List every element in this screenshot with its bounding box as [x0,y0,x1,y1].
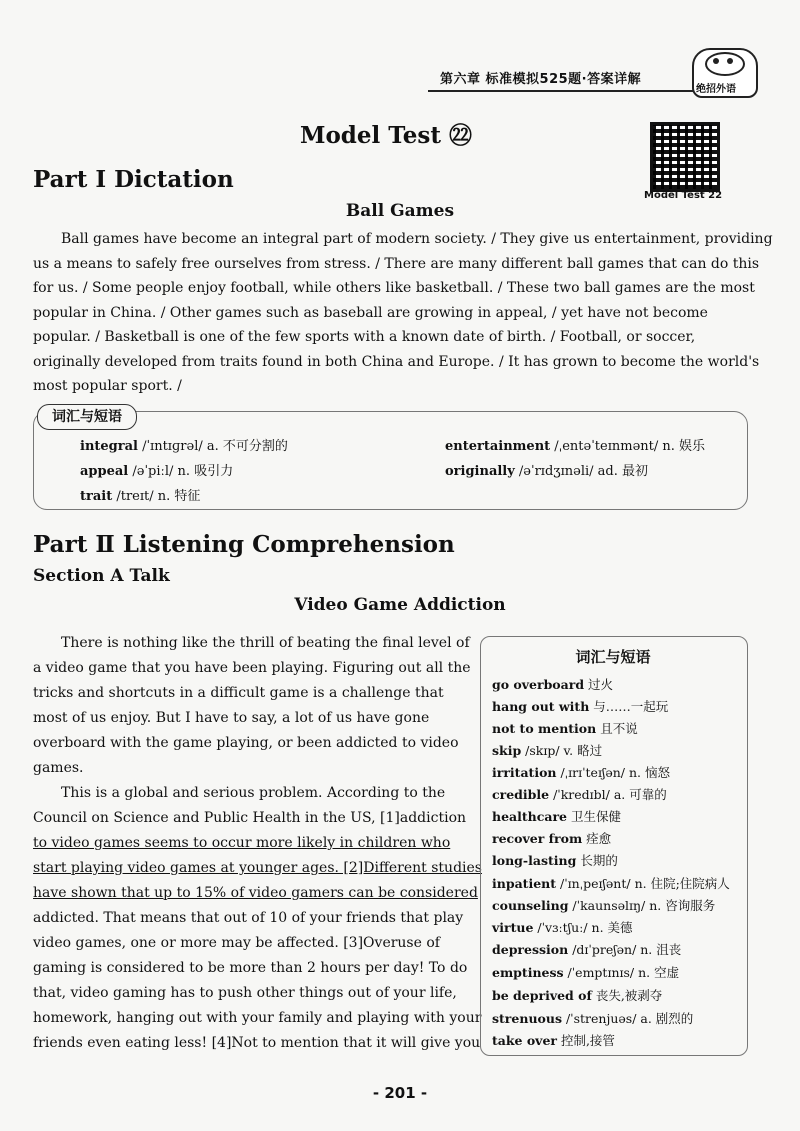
talk-line: video games, one or more may be affected. [3]Overuse of [33,935,440,951]
page-number: - 201 - [372,1084,428,1102]
side-vocab-item [492,829,611,847]
test-title: Model Test ㉒ [300,122,472,149]
passage-line: us a means to safely free ourselves from stress. / There are many different ball games that can do this [33,255,760,272]
side-vocab-item [492,940,681,958]
side-vocab-item [492,874,730,892]
side-vocab-item [492,763,670,781]
vocab-word: be deprived of [492,988,592,1003]
vocab-def: 且不说 [596,721,638,736]
side-vocab-item [492,1031,615,1049]
vocab-def: 长期的 [576,853,618,868]
vocab-def: 与……一起玩 [589,699,669,714]
vocab-word: entertainment [445,439,551,454]
talk-line: tricks and shortcuts in a difficult game is a challenge that [33,685,444,701]
qr-caption: Model Test 22 [644,190,723,201]
talk-passage [33,631,482,1056]
passage-line: originally developed from traits found in both China and Europe. / It has grown to become the world's [33,353,760,370]
vocab-def: 卫生保健 [567,809,621,824]
talk-line: homework, hanging out with your family and playing with your [33,1010,482,1026]
vocab-word: strenuous [492,1011,562,1026]
qr-code[interactable] [650,122,720,192]
frog-face-icon [705,52,745,76]
side-vocab-item [492,963,679,981]
talk-line: games. [33,760,84,776]
side-vocab-item [492,986,662,1004]
frog-eye-icon [713,58,719,64]
side-vocab-item [492,741,602,759]
vocab-word: take over [492,1033,557,1048]
vocab-item [445,435,705,454]
part2-title: Part Ⅱ Listening Comprehension [33,531,455,558]
vocab-word: go overboard [492,677,585,692]
side-vocab-item [492,918,633,936]
vocab-word: not to mention [492,721,597,736]
passage-line: popular in China. / Other games such as baseball are growing in appeal, / yet have not become [33,304,708,321]
frog-eye-icon [727,58,733,64]
side-vocab-item [492,851,618,869]
talk-line-underlined: have shown that up to 15% of video gamers can be considered [33,885,478,901]
vocab-item [445,460,648,479]
talk-line: friends even eating less! [4]Not to mention that it will give you [33,1035,481,1051]
vocab-def: /ˈɪntɪɡrəl/ a. 不可分割的 [137,439,288,454]
chapter-header: 第六章 标准模拟525题·答案详解 [440,72,642,87]
vocab-word: appeal [80,464,129,479]
talk-line: overboard with the game playing, or been addicted to video [33,735,459,751]
vocab-word: irritation [492,765,557,780]
vocab-word: virtue [492,920,534,935]
vocab-word: healthcare [492,809,567,824]
talk-line: that, video gaming has to push other things out of your life, [33,985,457,1001]
side-vocab-item [492,675,613,693]
vocab-word: long-lasting [492,853,577,868]
side-vocab-item [492,697,668,715]
vocab-word: skip [492,743,522,758]
talk-line: gaming is considered to be more than 2 hours per day! To do [33,960,468,976]
vocab-def: /ˌentəˈteɪnmənt/ n. 娱乐 [550,439,706,454]
vocab-word: counseling [492,898,569,913]
vocab-def: /ˈkredɪbl/ a. 可靠的 [549,787,667,802]
vocab-def: /ˈkaunsəlɪŋ/ n. 咨询服务 [568,898,716,913]
logo-text: 绝招外语 [696,84,736,95]
talk-line: most of us enjoy. But I have to say, a lot of us have gone [33,710,430,726]
vocab-def: /ˈɪnˌpeɪʃənt/ n. 住院;住院病人 [556,876,730,891]
vocab-word: credible [492,787,550,802]
vocab-word: hang out with [492,699,590,714]
vocab-def: /ˌɪrɪˈteɪʃən/ n. 恼怒 [556,765,670,780]
vocab-tag: 词汇与短语 [37,404,137,430]
vocab-word: originally [445,464,515,479]
vocab-def: 痊愈 [582,831,612,846]
ball-games-title: Ball Games [345,201,455,221]
passage-line: Ball games have become an integral part of modern society. / They give us entertainment, providing [61,231,773,247]
passage-line: most popular sport. / [33,378,182,394]
vocab-def: 过火 [584,677,614,692]
vocab-def: /ˈvɜːtʃuː/ n. 美德 [533,920,633,935]
passage-line: for us. / Some people enjoy football, while others like basketball. / These two ball games are the most [33,280,755,296]
vocab-def: /əˈpiːl/ n. 吸引力 [128,464,234,479]
video-game-title: Video Game Addiction [294,595,506,615]
vocab-def: /skɪp/ v. 略过 [521,743,603,758]
talk-line: a video game that you have been playing. Figuring out all the [33,660,471,676]
talk-line: Council on Science and Public Health in the US, [1]addiction [33,810,467,826]
vocab-word: recover from [492,831,583,846]
vocab-def: 控制,接管 [556,1033,615,1048]
vocab-word: integral [80,439,138,454]
vocab-def: /ˈemptɪnɪs/ n. 空虚 [563,965,680,980]
vocab-word: emptiness [492,965,564,980]
vocab-def: /ˈstrenjuəs/ a. 剧烈的 [562,1011,694,1026]
vocab-def: /treɪt/ n. 特征 [112,489,201,504]
side-vocab-item [492,1009,693,1027]
talk-line: This is a global and serious problem. According to the [61,785,446,801]
dictation-passage [33,227,773,399]
vocab-def: 丧失,被剥夺 [591,988,663,1003]
talk-line-underlined: start playing video games at younger ages. [2]Different studies [33,860,482,876]
vocab-def: /əˈrɪdʒɪnəli/ ad. 最初 [514,464,648,479]
vocab-word: inpatient [492,876,557,891]
vocab-word: trait [80,489,113,504]
talk-line: addicted. That means that out of 10 of your friends that play [33,910,464,926]
side-vocab-item [492,719,638,737]
vocab-item [80,435,288,454]
vocab-word: depression [492,942,569,957]
vocab-item [80,485,200,504]
side-vocab-item [492,896,715,914]
talk-line: There is nothing like the thrill of beating the final level of [61,635,470,651]
side-vocab-item [492,807,621,825]
section-a-title: Section A Talk [33,566,170,586]
side-vocab-title: 词汇与短语 [575,648,651,666]
vocab-def: /dɪˈpreʃən/ n. 沮丧 [568,942,682,957]
side-vocab-item [492,785,667,803]
part1-title: Part Ⅰ Dictation [33,166,234,193]
vocab-item [80,460,233,479]
passage-line: popular. / Basketball is one of the few sports with a known date of birth. / Football, or soccer, [33,329,696,345]
talk-line-underlined: to video games seems to occur more likely in children who [33,835,451,851]
